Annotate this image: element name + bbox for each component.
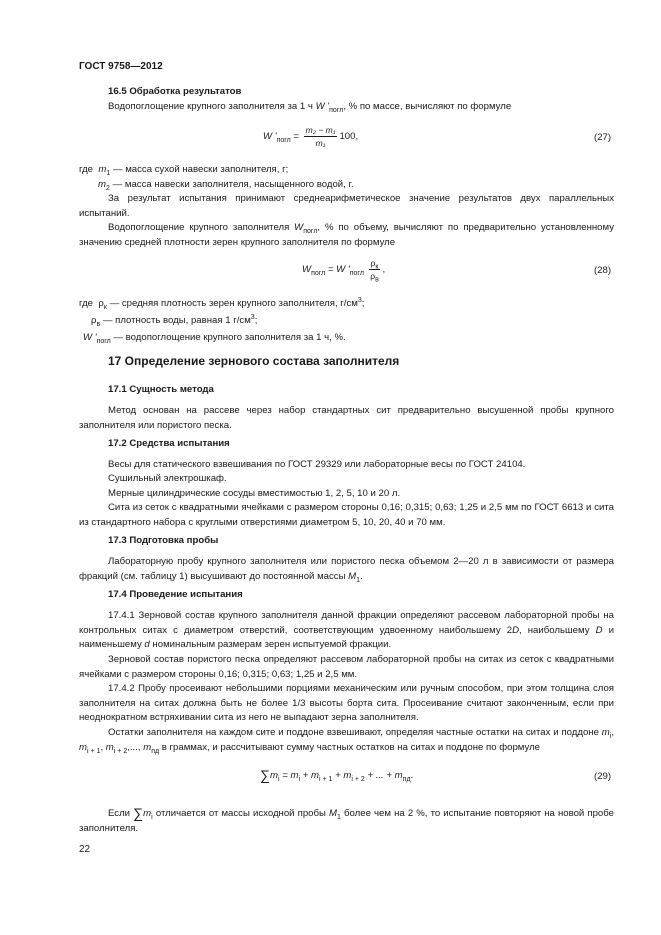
equation-29: $\sum m_i = m_i + m_{i + 1} + m_{i + 2}$ + ... + $m_{пд}$. [260, 767, 414, 783]
section-16-5-intro: Водопоглощение крупного заполнителя за 1 ч W '$_{погл}$, % по массе, вычисляют по формуле [108, 101, 512, 114]
equation-28: $W_{погл} = W$ '$_{погл}$ $\frac{\rho_к}{\rho_в}$ , [302, 258, 386, 284]
paragraph-repeat-test: Если $\sum m_i$ отличается от массы исходной пробы $M_1$ более чем на 2 %, то испытание повторяют на новой пробе заполнителя. [79, 805, 614, 834]
section-17-title: 17 Определение зернового состава заполнителя [108, 354, 400, 368]
equation-27-number: (27) [594, 132, 612, 143]
section-17-1-text: Метод основан на рассеве через набор стандартных сит предварительно высушенной пробы крупного заполнителя или пористого песка. [79, 405, 614, 431]
section-17-3-title: 17.3 Подготовка пробы [108, 535, 219, 546]
document-header: ГОСТ 9758—2012 [79, 61, 163, 72]
paragraph-17-4-2: 17.4.2 Пробу просеивают небольшими порциями механическим или ручным способом, при этом толщина слоя заполнителя на ситах должна быть не более 1/3 высоты борта сита. Просеивание считают законченным, если при неоднократном встряхивании сита из него не выпадают зерна заполнителя. [79, 683, 614, 723]
section-17-4-title: 17.4 Проведение испытания [108, 589, 243, 600]
equipment-oven: Сушильный электрошкаф. [108, 473, 227, 484]
page-number: 22 [79, 844, 91, 855]
paragraph-volume-absorption: Водопоглощение крупного заполнителя $W_{погл}$, % по объему, вычисляют по предварительно установленному значению средней плотности зерен крупного заполнителя по формуле [79, 222, 614, 248]
section-17-1-title: 17.1 Сущность метода [108, 384, 214, 395]
paragraph-17-4-1: 17.4.1 Зерновой состав крупного заполнителя данной фракции определяют рассевом лабораторной пробы на контрольных ситах с диаметром отверстий, соответствующим удвоенному наибольшему 2D, наибольшему D и наименьшему d номинальным размерам зерен испытуемой фракции. [79, 610, 615, 650]
where-item-w-pogl: W '$_{погл}$ — водопоглощение крупного заполнителя за 1 ч, %. [83, 332, 346, 345]
section-17-2-title: 17.2 Средства испытания [108, 438, 230, 449]
where-list-28 [79, 295, 364, 346]
section-16-5-title: 16.5 Обработка результатов [108, 86, 242, 97]
equipment-scales: Весы для статического взвешивания по ГОСТ 29329 или лабораторные весы по ГОСТ 24104. [108, 459, 526, 470]
equation-28-number: (28) [594, 265, 612, 276]
equation-27: W '$_{погл}$ = $\frac{\text{m₂ − m₁}}{\text{m₁}}$ 100, [263, 125, 359, 148]
where-item-rho-v: $\rho_в$ — плотность воды, равная 1 $г/см^3$; [91, 313, 258, 328]
section-17-3-text: Лабораторную пробу крупного заполнителя или пористого песка объемом 2—20 л в зависимости от размера фракций (см. таблицу 1) высушивают до постоянной массы $M_1$. [79, 556, 614, 584]
where-item-m2: $m_2$ — масса навески заполнителя, насыщенного водой, г. [98, 178, 354, 192]
paragraph-average: За результат испытания принимают среднеарифметическое значение результатов двух параллельных испытаний. [79, 193, 614, 219]
equation-29-number: (29) [594, 771, 612, 782]
paragraph-porous-sand: Зерновой состав пористого песка определяют рассевом лабораторной пробы на ситах из сеток с квадратными ячейками с размером стороны 0,16; 0,315; 0,63; 1,25 и 2,5 мм. [79, 654, 614, 680]
paragraph-residues: Остатки заполнителя на каждом сите и поддоне взвешивают, определяя частные остатки на ситах и поддоне $m_i$, $m_{i + 1}$, $m_{i + 2}$,..., $m_{пд}$ в граммах, и рассчитывают сумму частных остатков на ситах и поддоне по формуле [79, 727, 614, 755]
where-list-27 [79, 163, 353, 192]
where-item-m1: где $m_1$ — масса сухой навески заполнителя, г; [79, 164, 289, 177]
where-item-rho-k: где $\rho_к$ — средняя плотность зерен крупного заполнителя, $г/см^3$; [79, 296, 365, 311]
equipment-cylinders: Мерные цилиндрические сосуды вместимостью 1, 2, 5, 10 и 20 л. [108, 488, 401, 499]
equipment-sieves: Сита из сеток с квадратными ячейками с размером стороны 0,16; 0,315; 0,63; 1,25 и 2,5 мм по ГОСТ 6613 и сита из стандартного набора с круглыми отверстиями диаметром 5, 10, 20, 40 и 70 мм. [79, 502, 614, 528]
